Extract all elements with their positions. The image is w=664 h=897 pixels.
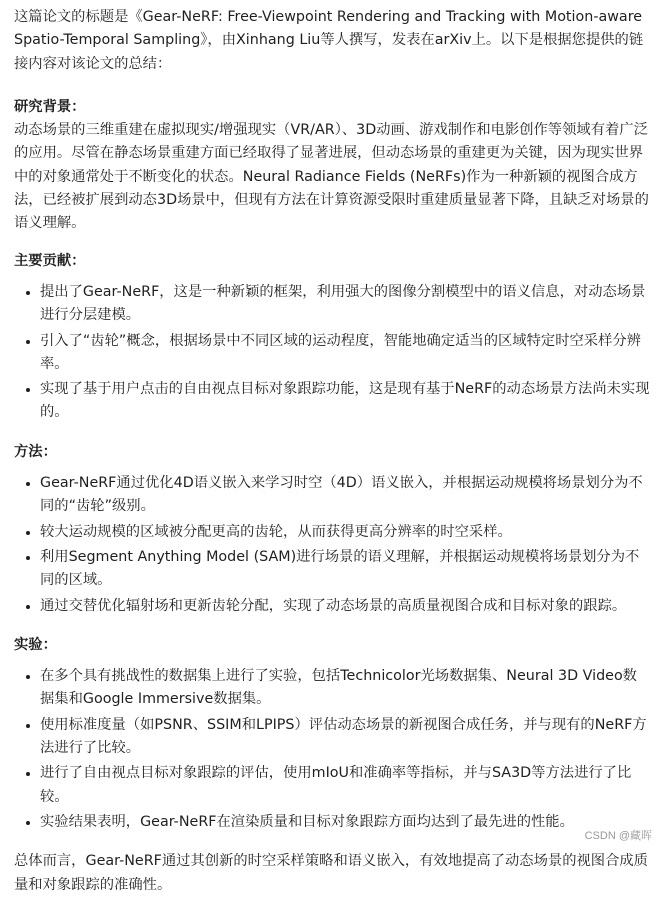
conclusion-paragraph: 总体而言，Gear-NeRF通过其创新的时空采样策略和语义嵌入，有效地提高了动态场景的视图合成质量和对象跟踪的准确性。 xyxy=(14,853,648,893)
list-item: • 引入了“齿轮”概念，根据场景中不同区域的运动程度，智能地确定适当的区域特定时空采样分辨率。 xyxy=(40,330,650,377)
list-item: • Gear-NeRF通过优化4D语义嵌入来学习时空（4D）语义嵌入，并根据运动规模将场景划分为不同的“齿轮”级别。 xyxy=(40,472,650,519)
section-title-methods: 方法： xyxy=(14,443,57,460)
csdn-watermark: CSDN @藏晖 xyxy=(584,830,652,842)
contributions-list xyxy=(14,281,650,425)
list-item: • 较大运动规模的区域被分配更高的齿轮，从而获得更高分辨率的时空采样。 xyxy=(40,521,650,544)
list-item: • 进行了自由视点目标对象跟踪的评估，使用mIoU和准确率等指标，并与SA3D等方法进行了比较。 xyxy=(40,762,650,809)
list-item: • 实现了基于用户点击的自由视点目标对象跟踪功能，这是现有基于NeRF的动态场景方法尚未实现的。 xyxy=(40,378,650,425)
section-title-experiments: 实验： xyxy=(14,636,57,653)
section-title-background: 研究背景： xyxy=(14,98,86,115)
article-body xyxy=(14,6,650,897)
methods-list xyxy=(14,472,650,618)
background-paragraph: 动态场景的三维重建在虚拟现实/增强现实（VR/AR）、3D动画、游戏制作和电影创作等领域有着广泛的应用。尽管在静态场景重建方面已经取得了显著进展，但动态场景的重建更为关键，因为现实世界中的对象通常处于不断变化的状态。Neural Radiance Fields (NeRFs)作为一种新颖的视图合成方法，已经被扩展到动态3D场景中，但现有方法在计算资源受限时重建质量显著下降，且缺乏对场景的语义理解。 xyxy=(14,122,649,232)
list-item: • 提出了Gear-NeRF，这是一种新颖的框架，利用强大的图像分割模型中的语义信息，对动态场景进行分层建模。 xyxy=(40,281,650,328)
list-item: • 利用Segment Anything Model (SAM)进行场景的语义理解，并根据运动规模将场景划分为不同的区域。 xyxy=(40,546,650,593)
experiments-list xyxy=(14,665,650,834)
list-item: • 通过交替优化辐射场和更新齿轮分配，实现了动态场景的高质量视图合成和目标对象的跟踪。 xyxy=(40,595,650,618)
section-title-contributions: 主要贡献： xyxy=(14,252,86,269)
list-item: • 实验结果表明，Gear-NeRF在渲染质量和目标对象跟踪方面均达到了最先进的性能。 xyxy=(40,811,650,834)
list-item: • 使用标准度量（如PSNR、SSIM和LPIPS）评估动态场景的新视图合成任务，并与现有的NeRF方法进行了比较。 xyxy=(40,714,650,761)
intro-paragraph: 这篇论文的标题是《Gear-NeRF: Free-Viewpoint Rendering and Tracking with Motion-aware Spatio-Temporal Sampling》，由Xinhang Liu等人撰写，发表在arXiv上。以下是根据您提供的链接内容对该论文的总结： xyxy=(14,9,644,72)
list-item: • 在多个具有挑战性的数据集上进行了实验，包括Technicolor光场数据集、Neural 3D Video数据集和Google Immersive数据集。 xyxy=(40,665,650,712)
